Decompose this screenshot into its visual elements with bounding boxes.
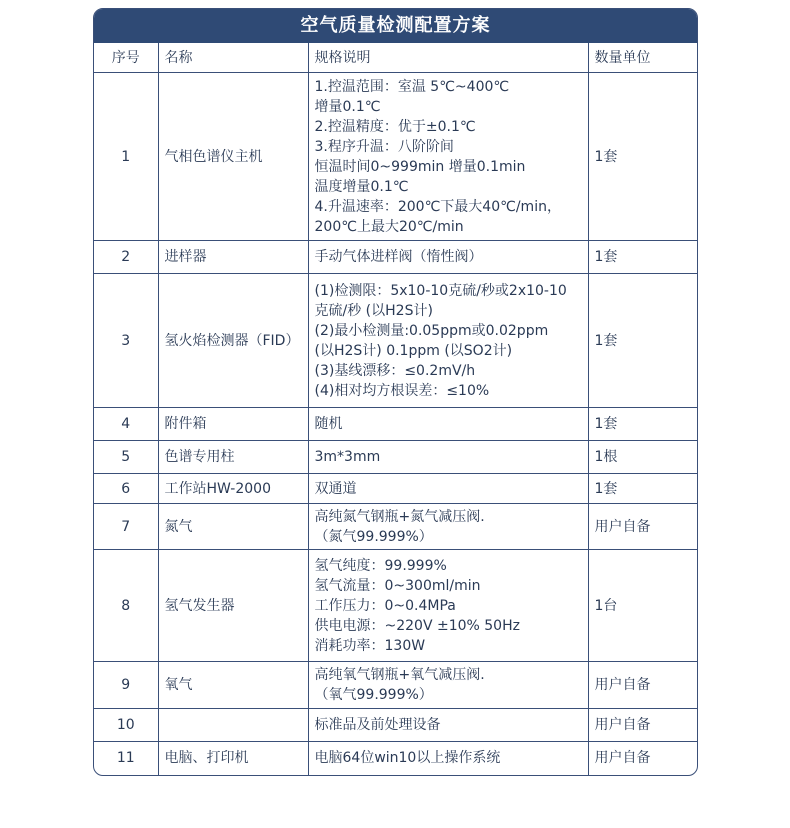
cell-no: 3	[94, 274, 158, 408]
spec-line: （氮气99.999%）	[314, 528, 433, 545]
table-row	[94, 73, 697, 241]
cell-no: 8	[94, 550, 158, 662]
spec-line: 克硫/秒 (以H2S计)	[314, 302, 433, 319]
cell-no: 9	[94, 662, 158, 709]
cell-qty: 用户自备	[588, 504, 697, 550]
cell-name: 电脑、打印机	[158, 742, 308, 775]
cell-spec	[308, 73, 588, 241]
spec-line: (1)检测限：5x10-10克硫/秒或2x10-10	[314, 282, 567, 299]
cell-qty: 1套	[588, 274, 697, 408]
spec-line: 双通道	[314, 480, 357, 497]
table-row	[94, 408, 697, 441]
cell-spec	[308, 550, 588, 662]
spec-line: （氧气99.999%）	[314, 687, 433, 703]
spec-line: 增量0.1℃	[314, 98, 381, 115]
spec-line: 3m*3mm	[314, 449, 381, 465]
cell-name: 进样器	[158, 241, 308, 274]
spec-line: (2)最小检测量:0.05ppm或0.02ppm	[314, 322, 549, 339]
spec-line: (以H2S计) 0.1ppm (以SO2计)	[314, 342, 513, 359]
spec-line: 高纯氮气钢瓶+氮气减压阀.	[314, 508, 485, 525]
cell-spec	[308, 742, 588, 775]
cell-no: 4	[94, 408, 158, 441]
table-title: 空气质量检测配置方案	[94, 9, 697, 43]
spec-line: 随机	[314, 416, 343, 432]
cell-name: 氮气	[158, 504, 308, 550]
cell-qty: 1套	[588, 241, 697, 274]
cell-no: 6	[94, 474, 158, 504]
cell-qty: 1套	[588, 73, 697, 241]
spec-line: 电脑64位win10以上操作系统	[314, 750, 501, 767]
config-table	[94, 43, 697, 775]
cell-qty: 1台	[588, 550, 697, 662]
cell-qty: 1套	[588, 408, 697, 441]
cell-spec	[308, 662, 588, 709]
spec-line: 消耗功率：130W	[314, 637, 426, 654]
spec-line: 高纯氧气钢瓶+氧气减压阀.	[314, 667, 485, 683]
cell-spec	[308, 504, 588, 550]
cell-qty: 1根	[588, 441, 697, 474]
table-row	[94, 709, 697, 742]
cell-spec	[308, 408, 588, 441]
cell-no: 1	[94, 73, 158, 241]
table-row	[94, 550, 697, 662]
table-row	[94, 441, 697, 474]
cell-qty: 1套	[588, 474, 697, 504]
spec-line: (4)相对均方根误差：≤10%	[314, 382, 490, 399]
spec-line: 恒温时间0~999min 增量0.1min	[314, 158, 526, 175]
cell-qty: 用户自备	[588, 742, 697, 775]
table-row	[94, 274, 697, 408]
spec-line: 标准品及前处理设备	[314, 717, 441, 733]
cell-qty: 用户自备	[588, 662, 697, 709]
header-name: 名称	[158, 43, 308, 73]
table-row	[94, 504, 697, 550]
spec-line: 1.控温范围：室温 5℃~400℃	[314, 78, 510, 95]
cell-spec	[308, 709, 588, 742]
spec-line: 温度增量0.1℃	[314, 178, 409, 195]
cell-no: 7	[94, 504, 158, 550]
cell-no: 10	[94, 709, 158, 742]
spec-line: 供电电源：~220V ±10% 50Hz	[314, 617, 520, 634]
spec-line: 手动气体进样阀（惰性阀）	[314, 249, 483, 265]
table-row	[94, 662, 697, 709]
spec-line: 4.升温速率：200℃下最大40℃/min，	[314, 198, 561, 215]
table-row	[94, 742, 697, 775]
cell-no: 11	[94, 742, 158, 775]
cell-spec	[308, 474, 588, 504]
spec-line: 3.程序升温：八阶阶间	[314, 138, 454, 155]
header-qty: 数量单位	[588, 43, 697, 73]
table-row	[94, 474, 697, 504]
spec-line: 氢气流量：0~300ml/min	[314, 577, 481, 594]
cell-spec	[308, 241, 588, 274]
config-table-card	[93, 8, 698, 776]
cell-qty: 用户自备	[588, 709, 697, 742]
cell-name: 氧气	[158, 662, 308, 709]
cell-name	[158, 709, 308, 742]
header-row	[94, 43, 697, 73]
cell-name: 附件箱	[158, 408, 308, 441]
header-spec: 规格说明	[308, 43, 588, 73]
cell-name: 工作站HW-2000	[158, 474, 308, 504]
spec-line: (3)基线漂移：≤0.2mV/h	[314, 362, 476, 379]
spec-line: 氢气纯度：99.999%	[314, 557, 447, 574]
spec-line: 2.控温精度：优于±0.1℃	[314, 118, 476, 135]
cell-name: 气相色谱仪主机	[158, 73, 308, 241]
spec-line: 200℃上最大20℃/min	[314, 218, 464, 235]
cell-spec	[308, 441, 588, 474]
cell-name: 氢气发生器	[158, 550, 308, 662]
cell-no: 2	[94, 241, 158, 274]
cell-no: 5	[94, 441, 158, 474]
cell-name: 色谱专用柱	[158, 441, 308, 474]
spec-line: 工作压力：0~0.4MPa	[314, 597, 456, 614]
cell-name: 氢火焰检测器（FID）	[158, 274, 308, 408]
table-row	[94, 241, 697, 274]
cell-spec	[308, 274, 588, 408]
header-no: 序号	[94, 43, 158, 73]
